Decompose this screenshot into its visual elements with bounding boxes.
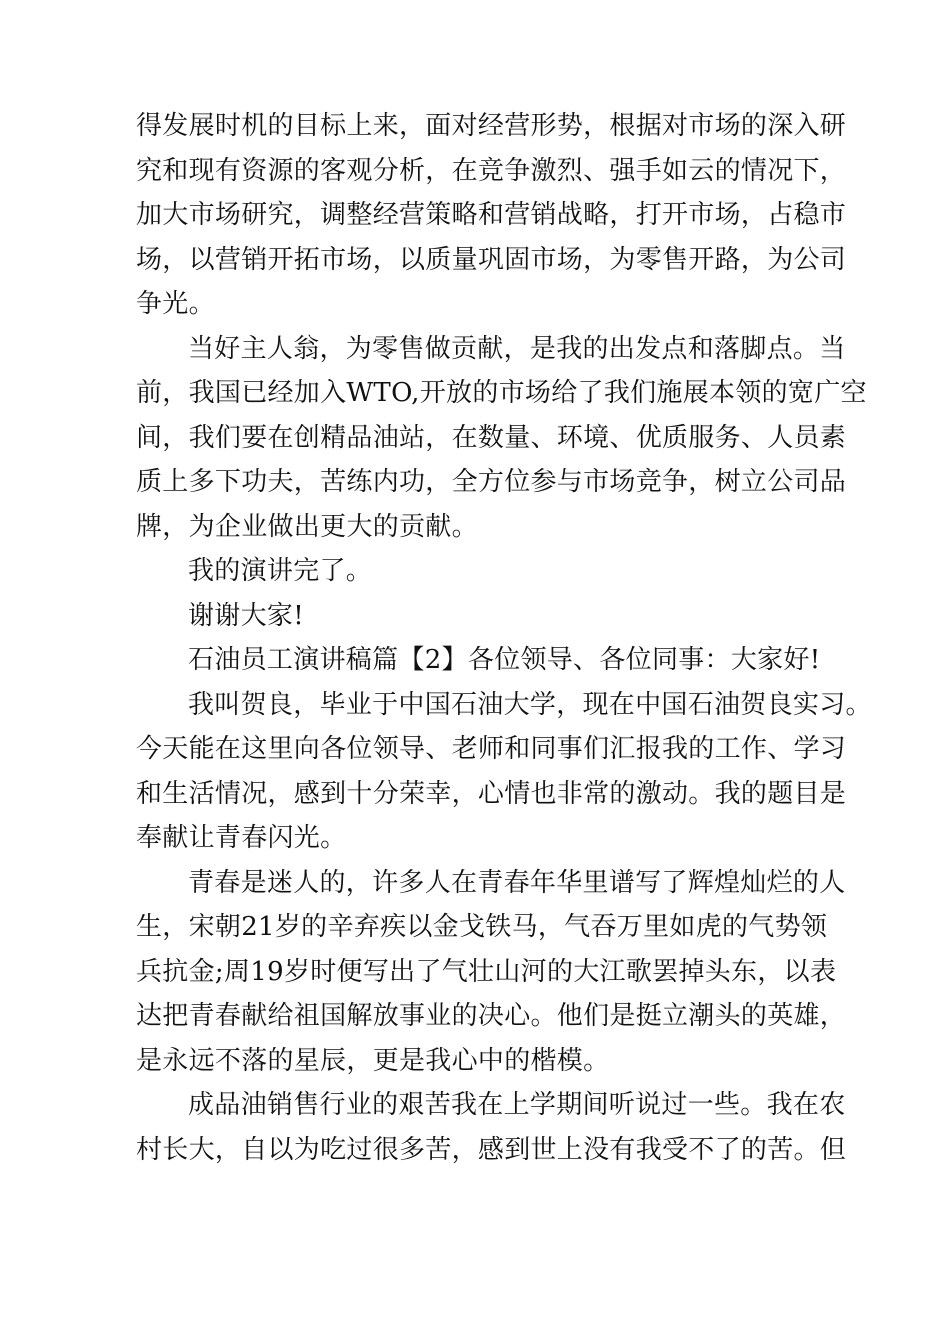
text-line: 青春是迷人的，许多人在青春年华里谱写了辉煌灿烂的人	[188, 867, 846, 898]
text-line: 村长大，自以为吃过很多苦，感到世上没有我受不了的苦。但	[136, 1134, 847, 1165]
text-line: 谢谢大家!	[188, 600, 304, 631]
text-line: 质上多下功夫，苦练内功，全方位参与市场竞争，树立公司品	[136, 467, 847, 497]
text-line: 和生活情况，感到十分荣幸，心情也非常的激动。我的题目是	[136, 778, 847, 809]
text-line: 场，以营销开拓市场，以质量巩固市场，为零售开路，为公司	[136, 244, 847, 275]
text-line: 究和现有资源的客观分析，在竞争激烈、强手如云的情况下，	[136, 155, 847, 186]
document-body	[136, 104, 872, 1172]
text-line: 石油员工演讲稿篇【2】各位领导、各位同事：大家好!	[188, 645, 821, 675]
text-line: 我叫贺良，毕业于中国石油大学，现在中国石油贺良实习。	[188, 689, 872, 720]
text-line: 我的演讲完了。	[188, 556, 373, 586]
text-line: 成品油销售行业的艰苦我在上学期间听说过一些。我在农	[188, 1090, 846, 1120]
text-line: 当好主人翁，为零售做贡献，是我的出发点和落脚点。当	[188, 333, 846, 364]
text-line: 奉献让青春闪光。	[136, 823, 347, 853]
text-line: 前，我国已经加入WTO,开放的市场给了我们施展本领的宽广空	[136, 378, 867, 408]
text-line: 间，我们要在创精品油站，在数量、环境、优质服务、人员素	[136, 422, 847, 453]
text-line: 得发展时机的目标上来，面对经营形势，根据对市场的深入研	[136, 111, 847, 141]
text-line: 是永远不落的星辰，更是我心中的楷模。	[136, 1045, 610, 1076]
text-line: 加大市场研究，调整经营策略和营销战略，打开市场，占稳市	[136, 200, 847, 230]
text-line: 兵抗金;周19岁时便写出了气壮山河的大江歌罢掉头东，以表	[136, 956, 837, 987]
text-line: 今天能在这里向各位领导、老师和同事们汇报我的工作、学习	[136, 734, 847, 764]
text-line: 争光。	[136, 289, 215, 319]
text-line: 牌，为企业做出更大的贡献。	[136, 511, 478, 542]
text-line: 达把青春献给祖国解放事业的决心。他们是挺立潮头的英雄，	[136, 1001, 847, 1031]
text-line: 生，宋朝21岁的辛弃疾以金戈铁马，气吞万里如虎的气势领	[136, 912, 828, 942]
